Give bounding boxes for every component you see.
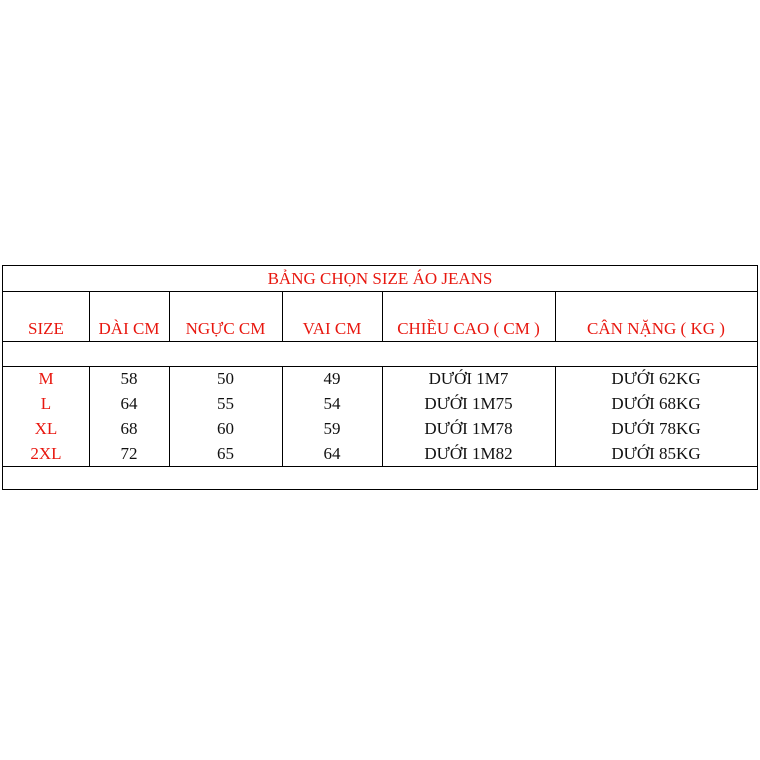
height-cell: DƯỚI 1M7 [428,369,509,388]
size-cell: M [38,369,54,388]
weight-cell: DƯỚI 62KG [611,369,701,388]
size-chart-table [2,265,758,490]
length-cell: 64 [120,394,138,413]
chest-cell: 60 [217,419,234,438]
row-divider [3,291,757,292]
header-length: DÀI CM [98,319,160,338]
header-shoulder: VAI CM [302,319,362,338]
weight-cell: DƯỚI 85KG [611,444,701,463]
height-cell: DƯỚI 1M75 [424,394,513,413]
size-cell: XL [34,419,58,438]
chest-cell: 65 [217,444,234,463]
length-cell: 58 [120,369,138,388]
chest-cell: 50 [217,369,234,388]
table-title: BẢNG CHỌN SIZE ÁO JEANS [267,269,493,288]
length-cell: 68 [120,419,138,438]
height-cell: DƯỚI 1M82 [424,444,513,463]
shoulder-cell: 49 [323,369,341,388]
header-size: SIZE [28,319,64,338]
header-weight: CÂN NẶNG ( KG ) [587,319,725,338]
chest-cell: 55 [217,394,234,413]
weight-cell: DƯỚI 68KG [611,394,701,413]
header-chest: NGỰC CM [185,319,266,338]
row-divider [3,341,757,342]
header-height: CHIỀU CAO ( CM ) [397,319,540,338]
weight-cell: DƯỚI 78KG [611,419,701,438]
shoulder-cell: 64 [323,444,341,463]
shoulder-cell: 54 [323,394,341,413]
row-divider [3,466,757,467]
shoulder-cell: 59 [323,419,341,438]
size-cell: 2XL [30,444,62,463]
length-cell: 72 [120,444,138,463]
size-cell: L [40,394,52,413]
height-cell: DƯỚI 1M78 [424,419,513,438]
